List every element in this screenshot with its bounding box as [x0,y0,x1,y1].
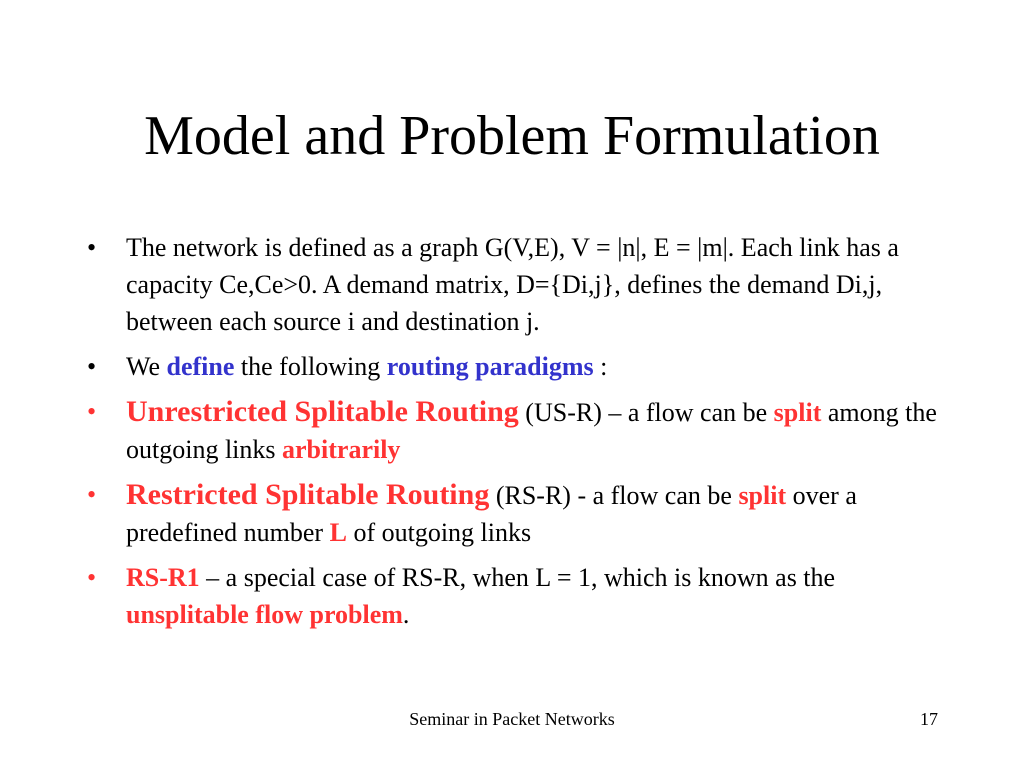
bullet-text: We [126,352,167,381]
emphasis-restricted-splitable-routing: Restricted Splitable Routing [126,478,490,511]
bullet-text: – a special case of RS-R, when L = 1, which is known as the [199,563,836,592]
bullet-text: (RS-R) - a flow can be [489,481,739,510]
emphasis-split: split [773,398,822,427]
emphasis-split: split [738,481,787,510]
bullet-text: the following [234,352,387,381]
bullet-marker: • [87,563,97,592]
emphasis-rs-r1: RS-R1 [126,563,200,592]
bullet-marker: • [87,352,97,381]
bullet-text: : [593,352,608,381]
bullet-list [85,229,955,641]
bullet-item-rs-r1 [85,559,955,633]
footer-title: Seminar in Packet Networks [409,709,615,729]
emphasis-L: L [329,518,347,547]
emphasis-define: define [166,352,235,381]
emphasis-routing-paradigms: routing paradigms [386,352,594,381]
bullet-marker: • [87,397,97,426]
bullet-marker: • [87,480,97,509]
bullet-marker: • [87,233,97,262]
bullet-text: . [402,600,410,629]
bullet-text: among the outgoing links [126,398,937,464]
page-number: 17 [920,709,938,729]
bullet-text: over a predefined number [126,481,857,547]
bullet-text: (US-R) – a flow can be [518,398,774,427]
bullet-item-network-definition [85,229,955,340]
emphasis-unrestricted-splitable-routing: Unrestricted Splitable Routing [126,395,519,428]
emphasis-unsplitable-flow-problem: unsplitable flow problem [126,600,403,629]
slide-title: Model and Problem Formulation [144,105,880,167]
bullet-item-rs-r [85,476,955,551]
bullet-text: of outgoing links [346,518,532,547]
bullet-text: The network is defined as a graph G(V,E), V = |n|, E = |m|. Each link has a capacity Ce,Ce>0. A demand matrix, D={Di,j}, defines the demand Di,j, between each source i and destination j. [126,233,899,336]
emphasis-arbitrarily: arbitrarily [282,435,401,464]
bullet-item-routing-paradigms [85,348,955,385]
bullet-item-us-r [85,393,955,468]
